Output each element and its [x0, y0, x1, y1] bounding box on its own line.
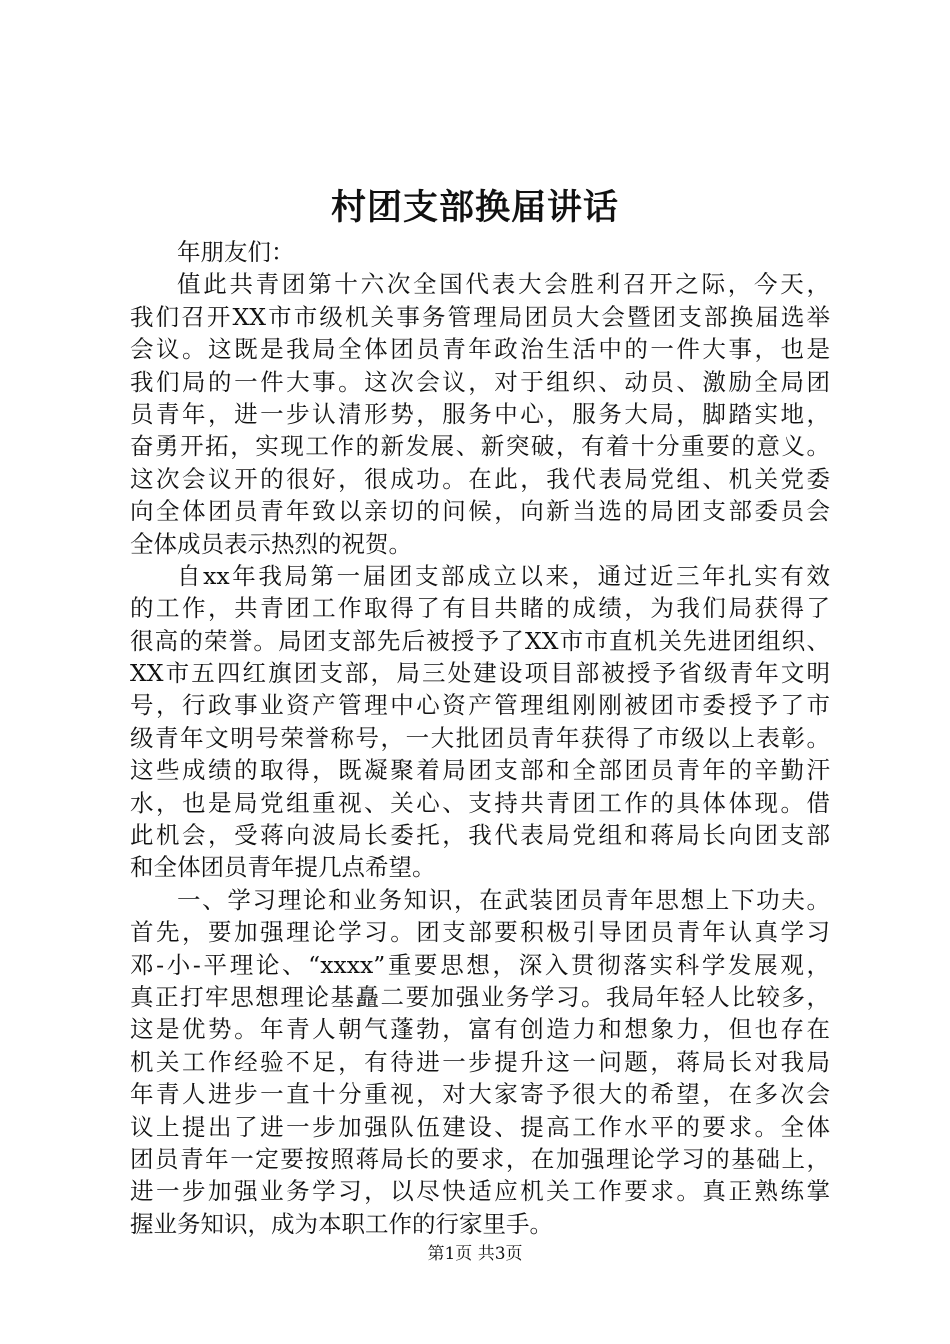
- body-line: 员青年，进一步认清形势，服务中心，服务大局，脚踏实地，: [130, 399, 830, 428]
- body-line: 进一步加强业务学习，以尽快适应机关工作要求。真正熟练掌: [130, 1177, 830, 1206]
- body-line: 很高的荣誉。局团支部先后被授予了XX市市直机关先进团组织、: [130, 626, 830, 655]
- body-line: 机关工作经验不足，有待进一步提升这一问题，蒋局长对我局: [130, 1047, 830, 1076]
- page-title: 村团支部换届讲话: [330, 187, 619, 228]
- body-line: 我们召开XX市市级机关事务管理局团员大会暨团支部换届选举: [130, 302, 830, 331]
- body-line: XX市五四红旗团支部，局三处建设项目部被授予省级青年文明: [130, 659, 830, 688]
- body-line: 真正打牢思想理论基矗二要加强业务学习。我局年轻人比较多，: [130, 982, 830, 1011]
- body-line: 这是优势。年青人朝气蓬勃，富有创造力和想象力，但也存在: [130, 1015, 830, 1044]
- body-line: 和全体团员青年提几点希望。: [130, 853, 436, 882]
- document-body: [130, 236, 830, 1240]
- salutation-line: 年朋友们：: [177, 238, 295, 266]
- body-line: 年青人进步一直十分重视，对大家寄予很大的希望，在多次会: [130, 1080, 830, 1109]
- body-line: 自xx年我局第一届团支部成立以来，通过近三年扎实有效: [177, 561, 830, 590]
- body-line: 级青年文明号荣誉称号，一大批团员青年获得了市级以上表彰。: [130, 723, 830, 752]
- page-footer: 第1页 共3页: [427, 1244, 523, 1264]
- body-line: 握业务知识，成为本职工作的行家里手。: [130, 1209, 553, 1238]
- body-line: 我们局的一件大事。这次会议，对于组织、动员、激励全局团: [130, 367, 830, 396]
- body-line: 这些成绩的取得，既凝聚着局团支部和全部团员青年的辛勤汗: [130, 756, 830, 785]
- body-line: 此机会，受蒋向波局长委托，我代表局党组和蒋局长向团支部: [130, 821, 830, 850]
- body-line: 团员青年一定要按照蒋局长的要求，在加强理论学习的基础上，: [130, 1144, 830, 1173]
- body-line: 首先，要加强理论学习。团支部要积极引导团员青年认真学习: [130, 918, 830, 947]
- body-line: 的工作，共青团工作取得了有目共睹的成绩，为我们局获得了: [130, 594, 830, 623]
- body-line: 这次会议开的很好，很成功。在此，我代表局党组、机关党委: [130, 464, 830, 493]
- body-line: 全体成员表示热烈的祝贺。: [130, 529, 412, 558]
- body-line: 邓-小-平理论、“xxxx”重要思想，深入贯彻落实科学发展观，: [130, 950, 830, 979]
- body-line: 值此共青团第十六次全国代表大会胜利召开之际，今天，: [177, 270, 830, 299]
- body-line: 一、学习理论和业务知识，在武装团员青年思想上下功夫。: [177, 885, 830, 914]
- body-line: 议上提出了进一步加强队伍建设、提高工作水平的要求。全体: [130, 1112, 830, 1141]
- body-line: 向全体团员青年致以亲切的问候，向新当选的局团支部委员会: [130, 497, 830, 526]
- body-line: 水，也是局党组重视、关心、支持共青团工作的具体体现。借: [130, 788, 830, 817]
- body-line: 奋勇开拓，实现工作的新发展、新突破，有着十分重要的意义。: [130, 432, 830, 461]
- body-line: 号，行政事业资产管理中心资产管理组刚刚被团市委授予了市: [130, 691, 830, 720]
- body-line: 会议。这既是我局全体团员青年政治生活中的一件大事，也是: [130, 335, 830, 364]
